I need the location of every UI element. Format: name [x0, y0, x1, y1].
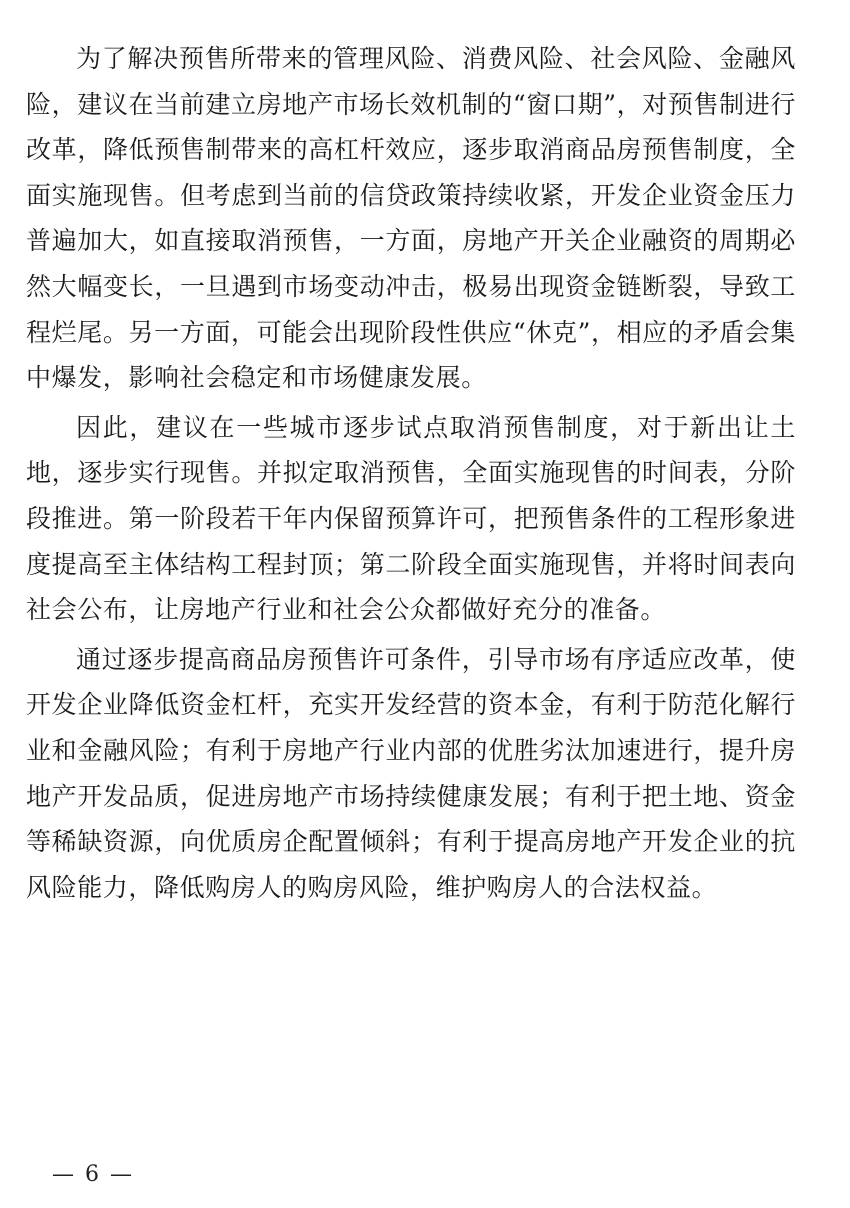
paragraph-benefits: 通过逐步提高商品房预售许可条件，引导市场有序适应改革，使开发企业降低资金杠杆，充实开发经营的资本金，有利于防范化解行业和金融风险；有利于房地产行业内部的优胜劣汰加速进行，提升房地产开发品质，促进房地产市场持续健康发展；有利于把土地、资金等稀缺资源，向优质房企配置倾斜；有利于提高房地产开发企业的抗风险能力，降低购房人的购房风险，维护购房人的合法权益。	[26, 644, 796, 902]
page-number: — 6 —	[52, 1162, 134, 1187]
document-body	[26, 36, 796, 914]
paragraph-pilot-cancellation: 因此，建议在一些城市逐步试点取消预售制度，对于新出让土地，逐步实行现售。并拟定取消预售，全面实施现售的时间表，分阶段推进。第一阶段若干年内保留预算许可，把预售条件的工程形象进度提高至主体结构工程封顶；第二阶段全面实施现售，并将时间表向社会公布，让房地产行业和社会公众都做好充分的准备。	[26, 412, 796, 625]
paragraph-presale-risk: 为了解决预售所带来的管理风险、消费风险、社会风险、金融风险，建议在当前建立房地产市场长效机制的“窗口期”，对预售制进行改革，降低预售制带来的高杠杆效应，逐步取消商品房预售制度，全面实施现售。但考虑到当前的信贷政策持续收紧，开发企业资金压力普遍加大，如直接取消预售，一方面，房地产开关企业融资的周期必然大幅变长，一旦遇到市场变动冲击，极易出现资金链断裂，导致工程烂尾。另一方面，可能会出现阶段性供应“休克”，相应的矛盾会集中爆发，影响社会稳定和市场健康发展。	[26, 44, 796, 393]
